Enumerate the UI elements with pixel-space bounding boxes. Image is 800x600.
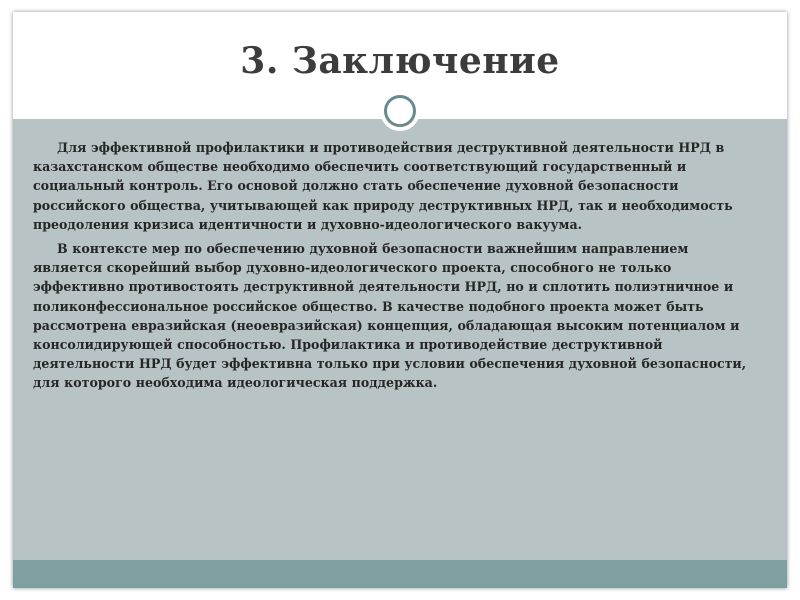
slide-body — [33, 138, 761, 398]
slide — [13, 12, 787, 588]
slide-title: 3. Заключение — [240, 40, 560, 82]
body-paragraph-1: Для эффективной профилактики и противодействия деструктивной деятельности НРД в казахстанском обществе необходимо обеспечить соответствующий государственный и социальный контроль. Его основой должно стать обеспечение духовной безопасности российского общества, учитывающей как природу деструктивных НРД, так и необходимость преодоления кризиса идентичности и духовно-идеологического вакуума. — [33, 140, 733, 232]
body-paragraph-2: В контексте мер по обеспечению духовной безопасности важнейшим направлением является скорейший выбор духовно-идеологического проекта, способного не только эффективно противостоять деструктивной деятельности НРД, но и сплотить полиэтничное и поликонфессиональное российское общество. В качестве подобного проекта может быть рассмотрена евразийская (неоевразийская) концепция, обладающая высоким потенциалом и консолидирующей способностью. Профилактика и противодействие деструктивной деятельности НРД будет эффективна только при условии обеспечения духовной безопасности, для которого необходима идеологическая поддержка. — [33, 241, 747, 391]
circle-ring-inner — [384, 95, 416, 127]
footer-bar — [13, 560, 787, 588]
circle-ring-icon — [380, 91, 420, 131]
